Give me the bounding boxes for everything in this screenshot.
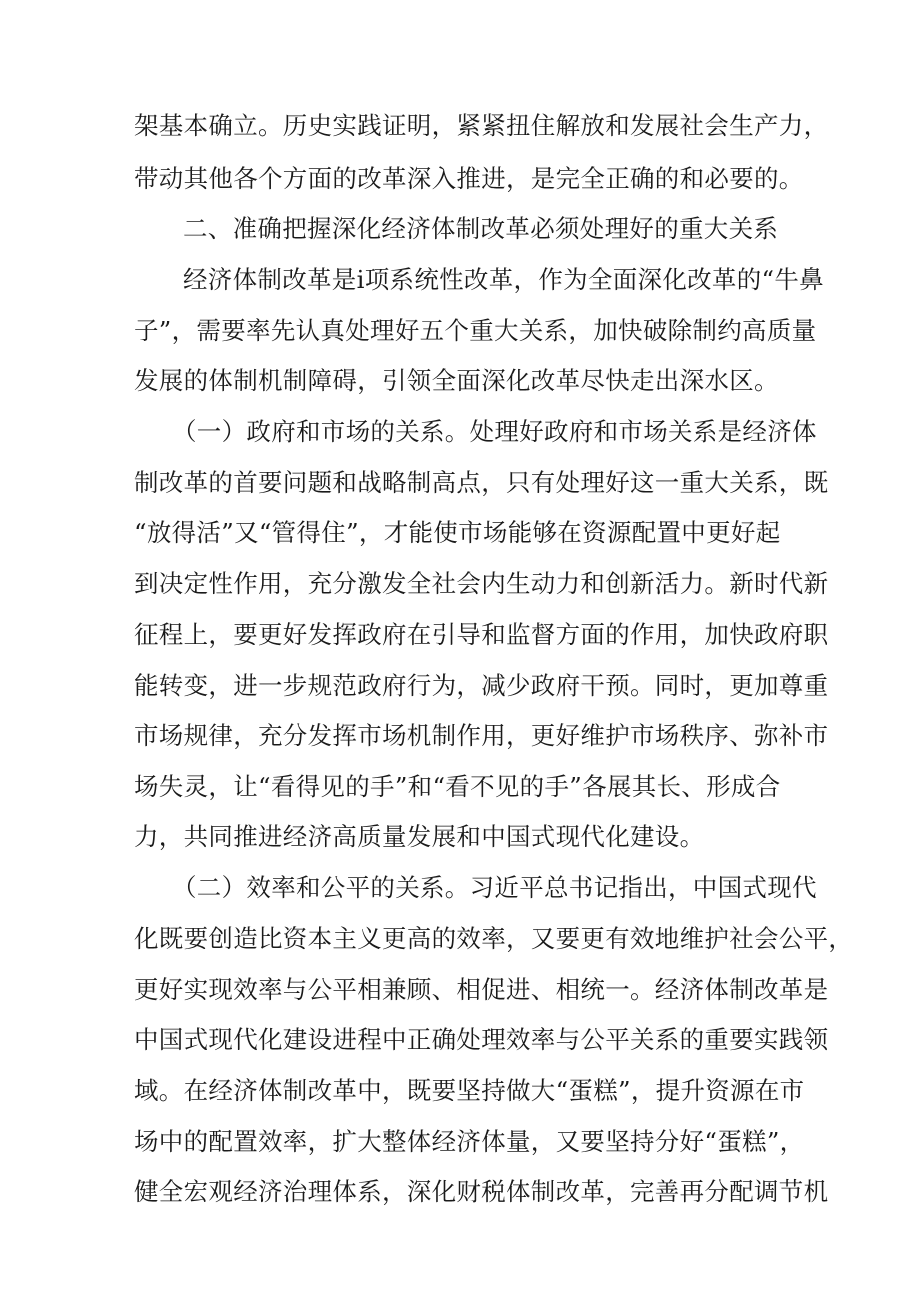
text-line: 子”，需要率先认真处理好五个重大关系，加快破除制约高质量	[134, 316, 817, 345]
text-line: “放得活”又“管得住”，才能使市场能够在资源配置中更好起	[134, 518, 781, 547]
text-line: 市场规律，充分发挥市场机制作用，更好维护市场秩序、弥补市	[134, 721, 829, 750]
text-line: 制改革的首要问题和战略制高点，只有处理好这一重大关系，既	[134, 468, 829, 497]
text-line: 健全宏观经济治理体系，深化财税体制改革，完善再分配调节机	[134, 1177, 829, 1206]
text-line: 化既要创造比资本主义更高的效率，又要更有效地维护社会公平，	[134, 924, 854, 953]
text-line: 能转变，进一步规范政府行为，减少政府干预。同时，更加尊重	[134, 671, 829, 700]
text-line: 发展的体制机制障碍，引领全面深化改革尽快走出深水区。	[134, 366, 779, 395]
text-line: 架基本确立。历史实践证明，紧紧扭住解放和发展社会生产力，	[134, 111, 829, 140]
text-line: 征程上，要更好发挥政府在引导和监督方面的作用，加快政府职	[134, 620, 829, 649]
text-line: 场中的配置效率，扩大整体经济体量，又要坚持分好“蛋糕”，	[134, 1127, 805, 1156]
text-line: 带动其他各个方面的改革深入推进，是完全正确的和必要的。	[134, 164, 804, 193]
text-line: 更好实现效率与公平相兼顾、相促进、相统一。经济体制改革是	[134, 975, 829, 1004]
text-line: 经济体制改革是i项系统性改革，作为全面深化改革的“牛鼻	[183, 265, 824, 294]
text-line: 到决定性作用，充分激发全社会内生动力和创新活力。新时代新	[134, 569, 829, 598]
subsection-line: （一）政府和市场的关系。处理好政府和市场关系是经济体	[172, 417, 817, 446]
text-line: 力，共同推进经济高质量发展和中国式现代化建设。	[134, 822, 705, 851]
text-line: 域。在经济体制改革中，既要坚持做大“蛋糕”，提升资源在市	[134, 1076, 805, 1105]
subsection-line: （二）效率和公平的关系。习近平总书记指出，中国式现代	[172, 873, 817, 902]
text-line: 中国式现代化建设进程中正确处理效率与公平关系的重要实践领	[134, 1025, 829, 1054]
text-line: 场失灵，让“看得见的手”和“看不见的手”各展其长、形成合	[134, 772, 781, 801]
section-heading: 二、准确把握深化经济体制改革必须处理好的重大关系	[183, 214, 779, 243]
